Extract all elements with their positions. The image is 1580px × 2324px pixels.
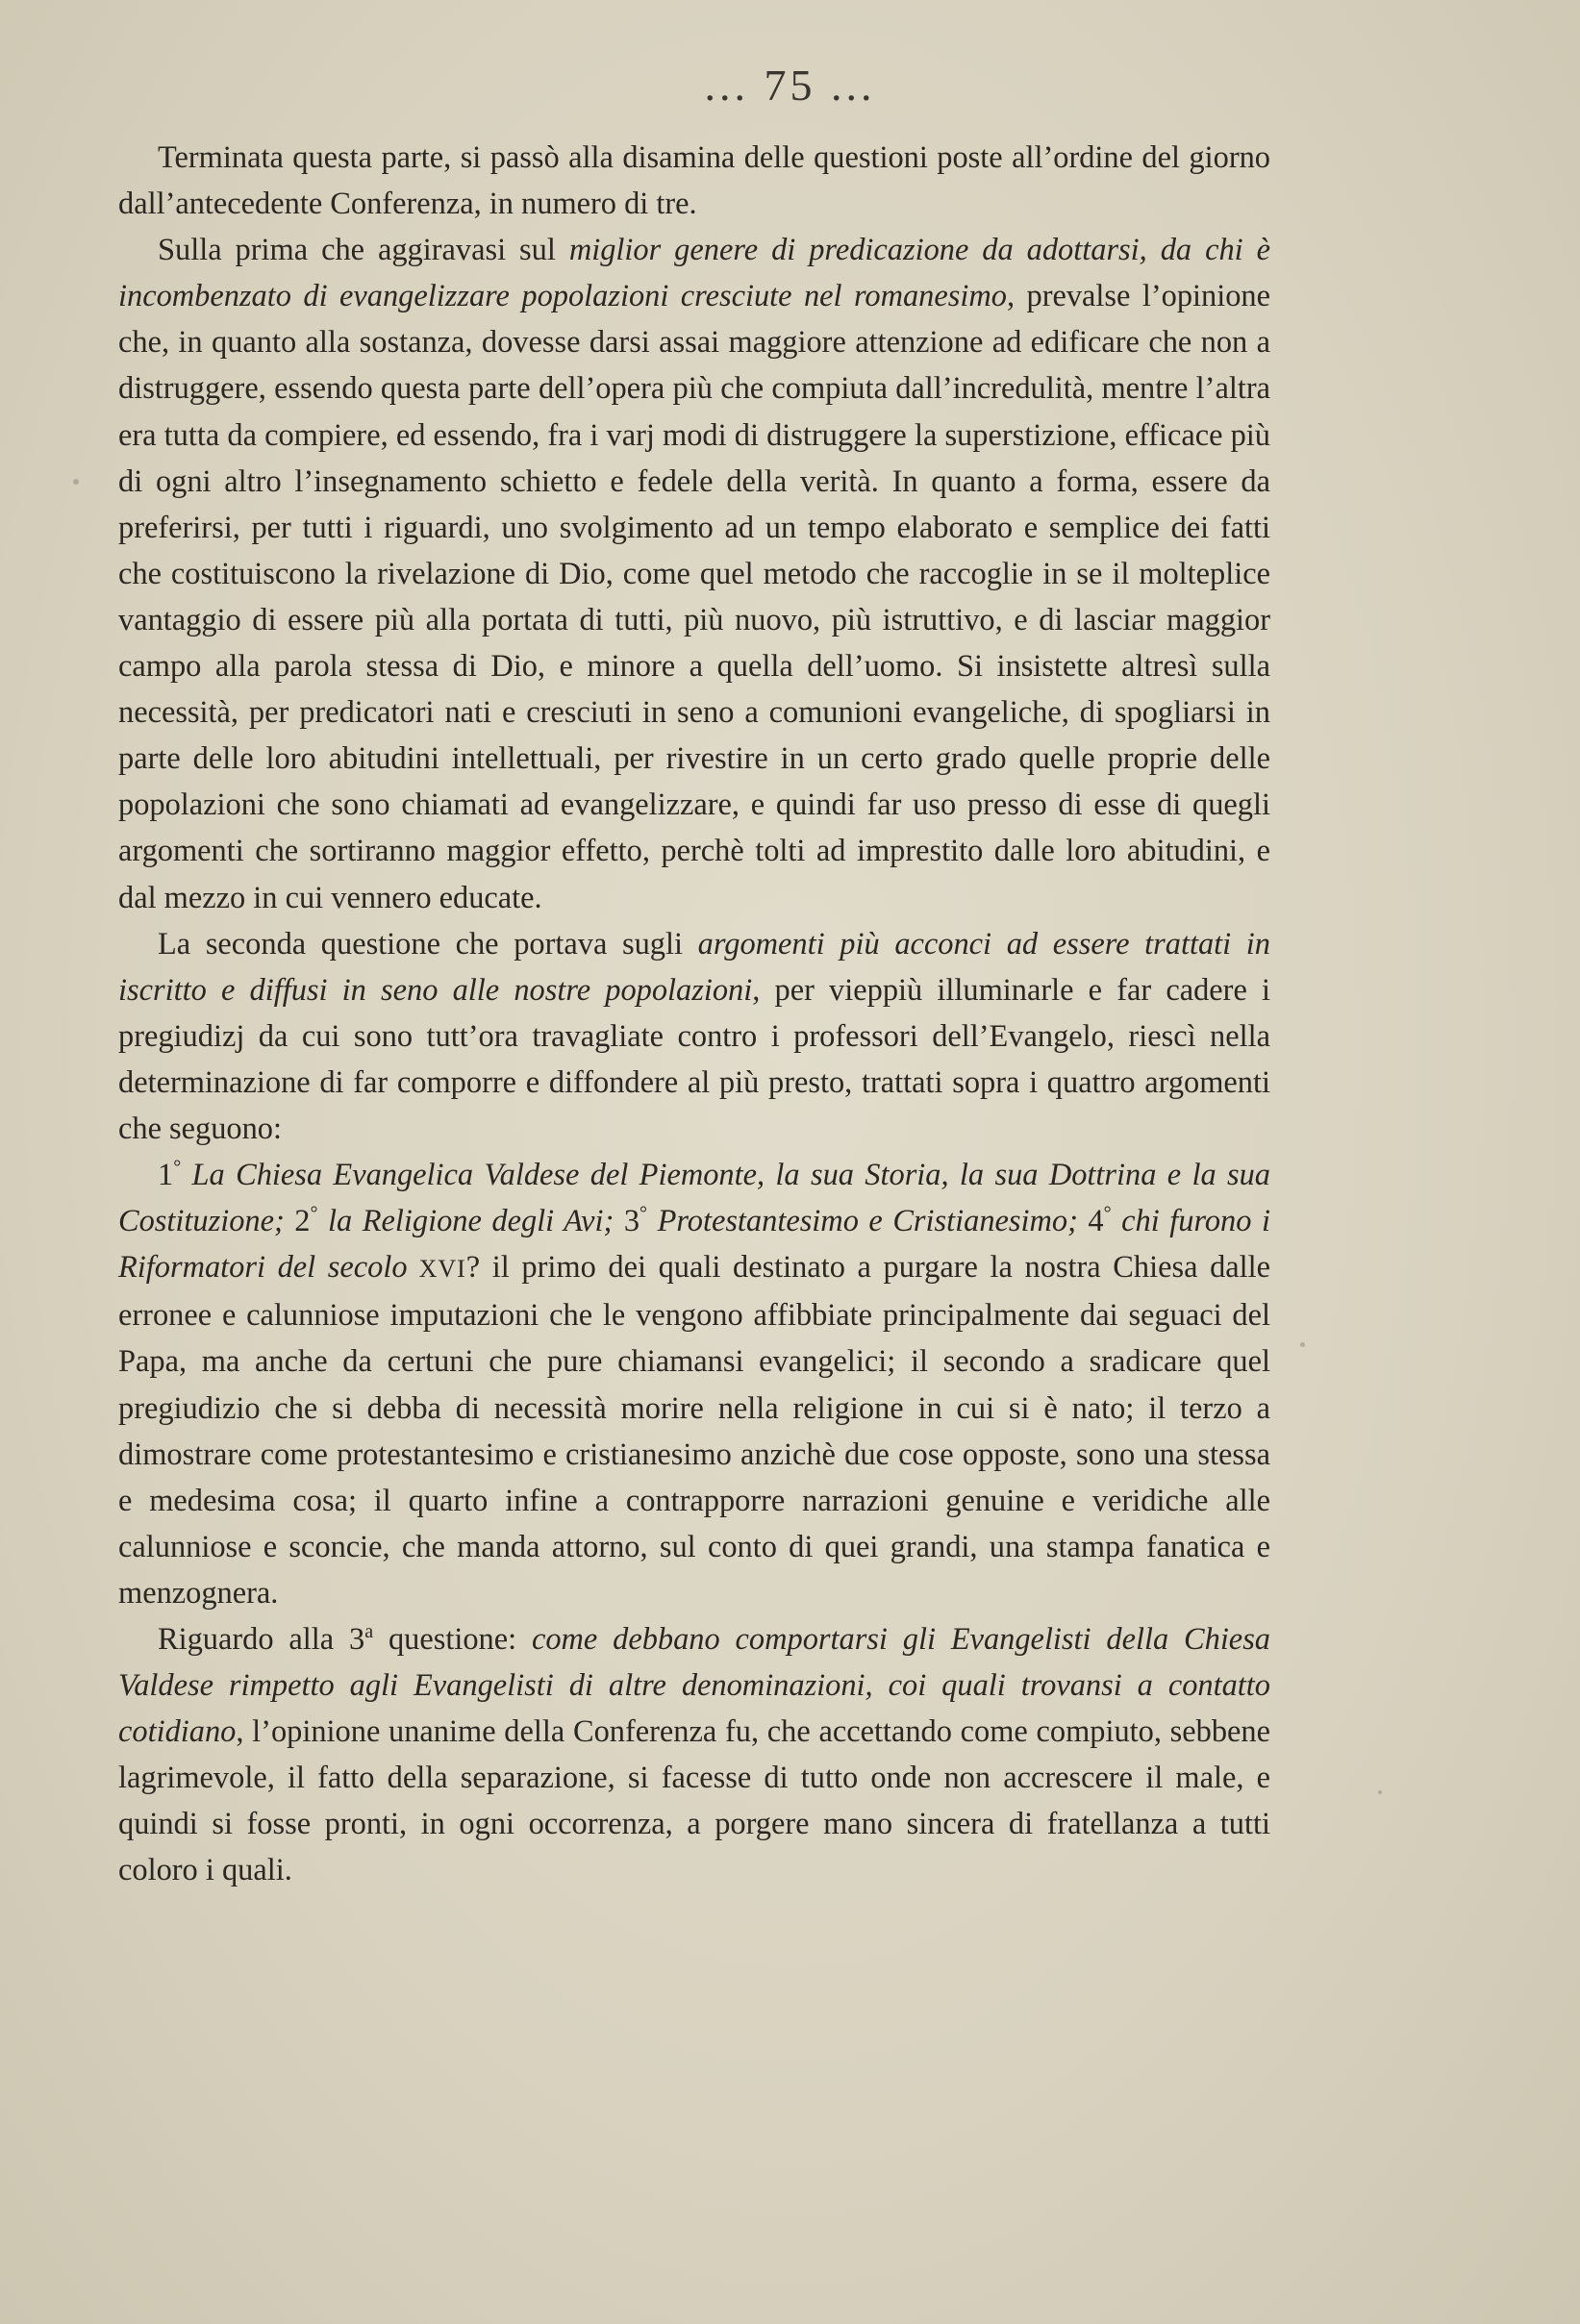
text-run: La seconda questione che portava sugli [158,926,698,962]
text-run: , per vieppiù illuminarle e far cadere i pregiudizj da cui sono tutt’ora travagliate contro i professori dell’Evangelo, riescì nella determinazione di far comporre e diffondere al più presto, trattati sopra i quattro argomenti che seguono: [118,972,1271,1146]
text-run: Sulla prima che aggiravasi sul [158,233,569,268]
text-run: , l’opinione unanime della Conferenza fu, che accettando come compiuto, sebbene lagrimevole, il fatto della separazione, si facesse di tutto onde non accrescere il male, e quindi si fosse pronti, in ogni occorrenza, a porgere mano sincera di fratellanza a tutti coloro i quali. [118,1714,1270,1888]
italic-run: argomenti più acconci ad essere trattati in iscritto e diffusi in seno alle nostre popolazioni [118,926,1270,1008]
ink-spot [1300,1342,1305,1347]
ink-spot [73,479,79,485]
text-run: 3 [614,1204,640,1239]
text-run: questione: [373,1622,532,1657]
italic-run: miglior genere di predicazione da adottarsi, da chi è incombenzato di evangelizzare popolazioni cresciute nel romanesimo [118,233,1270,314]
ink-spot [1378,1790,1382,1794]
text-run: 4 [1077,1204,1104,1239]
italic-run: come debbano comportarsi gli Evangelisti della Chiesa Valdese rimpetto agli Evangelisti di altre denominazioni, coi quali trovansi a contatto cotidiano [118,1622,1270,1750]
superscript: a [364,1621,374,1643]
italic-run: la Religione degli Avi; [317,1204,614,1239]
italic-run: Protestantesimo e Cristianesimo; [647,1204,1078,1239]
text-run: , prevalse l’opinione che, in quanto alla sostanza, dovesse darsi assai maggiore attenzione ad edificare che non a distruggere, essendo questa parte dell’opera più che compiuta dall’incredulità, mentre l’altra era tutta da compiere, ed essendo, fra i varj modi di distruggere la superstizione, efficace più di ogni altro l’insegnamento schietto e fedele della verità. In quanto a forma, essere da preferirsi, per tutti i riguardi, uno svolgimento ad un tempo elaborato e semplice dei fatti che costituiscono la rivelazione di Dio, come quel metodo che raccoglie in se il molteplice vantaggio di essere più alla portata di tutti, più nuovo, più istruttivo, e di lasciar maggior campo alla parola stessa di Dio, e minore a quella dell’uomo. Si insistette altresì sulla necessità, per predicatori nati e cresciuti in seno a comunioni evangeliche, di spogliarsi in parte delle loro abitudini intellettuali, per rivestire in un certo grado quelle proprie delle popolazioni che sono chiamati ad evangelizzare, e quindi far uso presso di esse di quegli argomenti che sortiranno maggior effetto, perchè tolti ad imprestito dalle loro abitudini, e dal mezzo in cui vennero educate. [118,279,1271,915]
superscript: ° [640,1203,648,1225]
italic-run: La Chiesa Evangelica Valdese del Piemonte, la sua Storia, la sua Dottrina e la sua Costituzione; [118,1158,1270,1239]
body-text [118,135,1270,1894]
paragraph-3 [118,921,1270,1152]
text-run: Terminata questa parte, si passò alla disamina delle questioni poste all’ordine del giorno dall’antecedente Conferenza, in numero di tre. [118,140,1270,222]
text-run: ? il primo dei quali destinato a purgare la nostra Chiesa dalle erronee e calunniose imputazioni che le vengono affibbiate principalmente dai seguaci del Papa, ma anche da certuni che pure chiamansi evangelici; il secondo a sradicare quel pregiudizio che si debba di necessità morire nella religione in cui si è nato; il terzo a dimostrare come protestantesimo e cristianesimo anzichè due cose opposte, sono una stessa e medesima cosa; il quarto infine a contrapporre narrazioni genuine e veridiche alle calunniose e sconcie, che manda attorno, sul conto di quei grandi, una stampa fanatica e menzognera. [118,1250,1271,1611]
superscript: ° [173,1157,182,1179]
text-run: 2 [284,1204,311,1239]
paragraph-4 [118,1152,1270,1616]
page-number: ... 75 ... [704,61,876,110]
paragraph-5 [118,1616,1270,1894]
text-run: 1 [158,1158,174,1193]
text-run: Riguardo alla 3 [158,1622,365,1657]
superscript: ° [310,1203,318,1225]
italic-run: chi furono i Riformatori del secolo [118,1204,1270,1286]
paragraph-2 [118,227,1270,920]
smallcaps-run: XVI [407,1255,466,1284]
superscript: ° [1103,1203,1112,1225]
paragraph-1 [118,135,1270,227]
